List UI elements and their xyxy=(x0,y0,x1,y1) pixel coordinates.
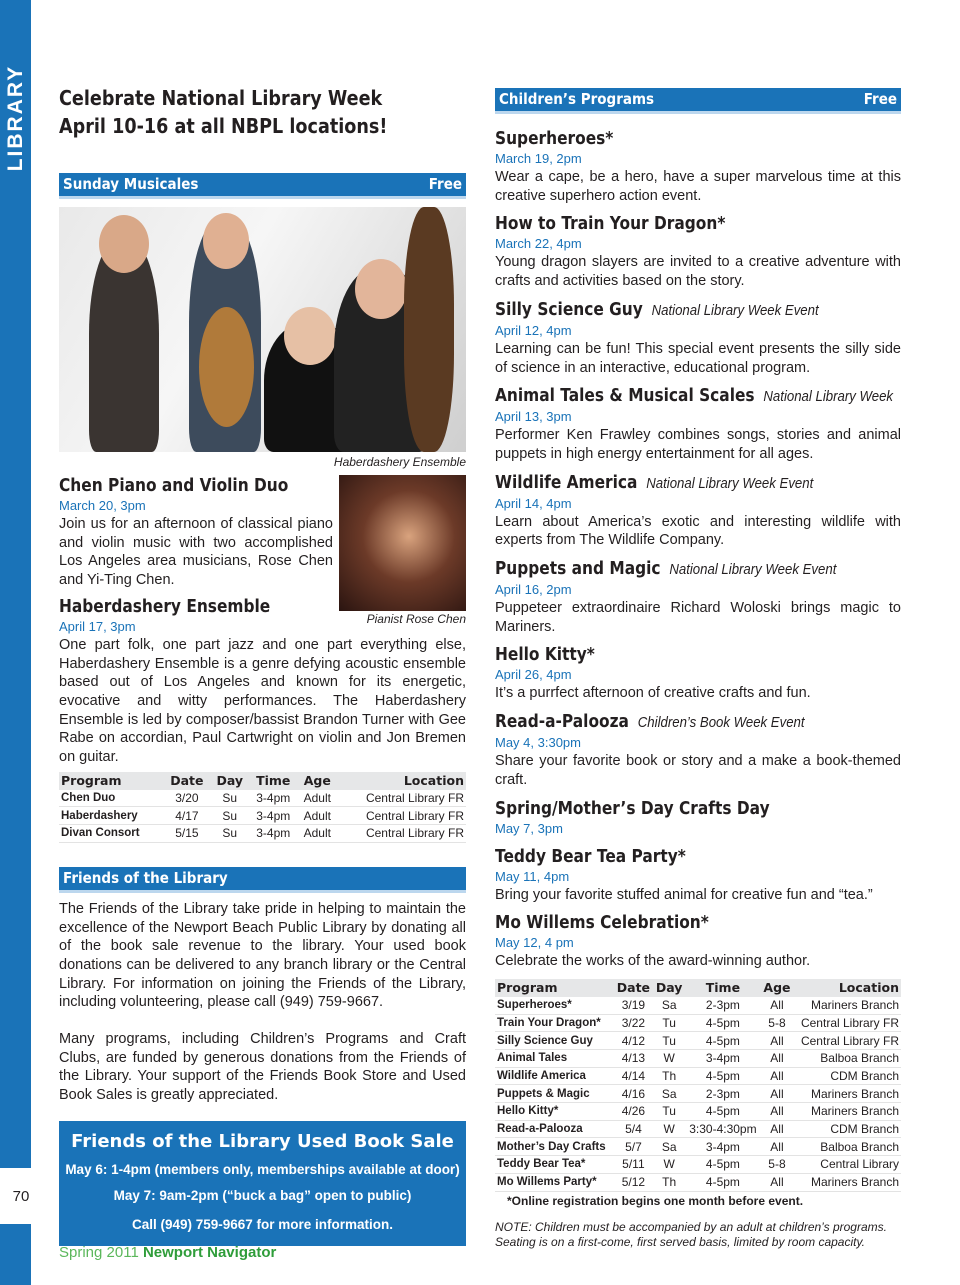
table-cell: 5-8 xyxy=(761,1014,794,1032)
booksale-title: Friends of the Library Used Book Sale xyxy=(71,1130,454,1152)
event-title-text: Wildlife America xyxy=(495,472,638,493)
table-cell: 4-5pm xyxy=(685,1014,760,1032)
footer-season: Spring 2011 xyxy=(59,1244,139,1261)
table-row xyxy=(495,1085,901,1103)
event-title xyxy=(495,385,894,408)
table-cell: 4-5pm xyxy=(685,1032,760,1050)
table-cell: Mariners Branch xyxy=(793,997,901,1014)
event-tag: National Library Week Event xyxy=(651,301,819,319)
table-cell: 4/26 xyxy=(614,1103,653,1121)
table-cell: 4-5pm xyxy=(685,1156,760,1174)
table-cell: Th xyxy=(653,1173,685,1191)
table-row xyxy=(59,790,466,807)
table-cell: Mo Willems Party* xyxy=(495,1173,614,1191)
booksale-line-3: Call (949) 759-9667 for more information. xyxy=(131,1216,394,1232)
children-note: NOTE: Children must be accompanied by an adult at children’s programs. Seating is on a first-come, first served basis, limited by room capacity. xyxy=(495,1219,887,1249)
table-cell: 4/13 xyxy=(614,1050,653,1068)
event-date: May 7, 3pm xyxy=(495,820,563,836)
table-cell: 5/15 xyxy=(163,825,210,843)
table-cell: Mother’s Day Crafts xyxy=(495,1138,614,1156)
event-desc: Join us for an afternoon of classical piano and violin music with two accomplished Los Angeles area musicians, Rose Chen and Yi-Ting Chen. xyxy=(59,516,333,589)
table-row xyxy=(495,1014,901,1032)
event-title-text: Puppets and Magic xyxy=(495,559,661,580)
table-cell: W xyxy=(653,1050,685,1068)
event-desc: Young dragon slayers are invited to a creative adventure with crafts and activities based on the story. xyxy=(495,254,901,290)
event-desc: One part folk, one part jazz and one part everything else, Haberdashery Ensemble is a genre defying acoustic ensemble based out of Los Angeles and known for its energetic, evocative and witty performances. The Haberdashery Ensemble is led by composer/bassist Brandon Turner with Gee Rabe on accordian, Paul Cartwright on violin and Jon Bremen on guitar. xyxy=(59,636,466,766)
friends-para-2: Many programs, including Children’s Programs and Craft Clubs, are funded by generous donations from the Friends of the Library. Your support of the Friends Book Store and Used Book Sales is greatly appreciated. xyxy=(59,1031,466,1104)
table-cell: Su xyxy=(210,790,249,807)
table-cell: Teddy Bear Tea* xyxy=(495,1156,614,1174)
event-desc: Learning can be fun! This special event presents the silly side of science in an interactive, educational program. xyxy=(495,340,901,376)
event-desc: Performer Ken Frawley combines songs, stories and animal puppets in high energy entertainment for all ages. xyxy=(495,427,901,462)
left-column xyxy=(59,84,466,1246)
friends-bar: Friends of the Library xyxy=(59,867,466,893)
table-cell: All xyxy=(761,1103,794,1121)
event-desc: Bring your favorite stuffed animal for creative fun and “tea.” xyxy=(495,886,873,903)
table-cell: All xyxy=(761,1067,794,1085)
event-title-text: How to Train Your Dragon* xyxy=(495,214,726,235)
table-cell: Sa xyxy=(653,1138,685,1156)
table-cell: 5/12 xyxy=(614,1173,653,1191)
footer-magazine: Newport Navigator xyxy=(142,1244,277,1261)
table-cell: Silly Science Guy xyxy=(495,1032,614,1050)
event-title-text: Spring/Mother’s Day Crafts Day xyxy=(495,798,770,819)
table-cell: Puppets & Magic xyxy=(495,1085,614,1103)
childrens-event xyxy=(495,213,901,290)
table-row xyxy=(59,825,466,843)
event-desc: Learn about America’s exotic and interesting wildlife with experts from The Wildlife Company. xyxy=(495,513,901,549)
childrens-event xyxy=(495,711,901,789)
table-cell: 2-3pm xyxy=(685,1085,760,1103)
table-cell: 5/11 xyxy=(614,1156,653,1174)
table-header-row: Program Date Day Time Age Location xyxy=(61,773,464,789)
childrens-event xyxy=(495,299,901,377)
sunday-musicales-bar: Sunday Musicales Free xyxy=(59,173,466,199)
table-cell: Sa xyxy=(653,1085,685,1103)
table-cell: 2-3pm xyxy=(685,997,760,1014)
table-cell: 4/17 xyxy=(163,807,210,825)
table-cell: Train Your Dragon* xyxy=(495,1014,614,1032)
table-cell: Adult xyxy=(297,825,337,843)
event-date: May 4, 3:30pm xyxy=(495,735,581,751)
table-cell: Adult xyxy=(297,807,337,825)
table-header-row: Program Date Day Time Age Location xyxy=(497,980,899,996)
childrens-schedule-table xyxy=(495,979,901,1192)
event-date: April 17, 3pm xyxy=(59,618,136,634)
sunday-events xyxy=(59,475,466,767)
event-date: March 20, 3pm xyxy=(59,498,146,513)
event-title xyxy=(495,472,852,495)
childrens-event xyxy=(495,128,901,205)
table-cell: All xyxy=(761,1120,794,1138)
event-title: Haberdashery Ensemble xyxy=(59,596,271,617)
page-number: 70 xyxy=(0,1168,42,1224)
event-title xyxy=(495,846,852,868)
table-cell: W xyxy=(653,1120,685,1138)
headline: Celebrate National Library Week April 10-16 at all NBPL locations! xyxy=(59,86,388,138)
event-title xyxy=(495,213,852,235)
table-cell: 4-5pm xyxy=(685,1103,760,1121)
side-strip xyxy=(0,0,31,1285)
table-cell: Central Library FR xyxy=(337,807,466,825)
event-title xyxy=(495,912,852,934)
table-cell: 5-8 xyxy=(761,1156,794,1174)
table-cell: Animal Tales xyxy=(495,1050,614,1068)
event-date: May 11, 4pm xyxy=(495,868,570,884)
event-date: March 22, 4pm xyxy=(495,236,582,252)
table-cell: All xyxy=(761,997,794,1014)
childrens-event xyxy=(495,912,901,971)
childrens-event xyxy=(495,385,901,463)
table-cell: 4/14 xyxy=(614,1067,653,1085)
event-desc: It’s a purrfect afternoon of creative crafts and fun. xyxy=(495,685,811,702)
childrens-events xyxy=(495,128,901,971)
event-date: May 12, 4 pm xyxy=(495,935,574,951)
table-cell: Superheroes* xyxy=(495,997,614,1014)
photo-caption: Haberdashery Ensemble xyxy=(333,455,466,469)
event-date: March 19, 2pm xyxy=(495,151,582,166)
table-cell: 3:30-4:30pm xyxy=(685,1120,760,1138)
table-cell: Mariners Branch xyxy=(793,1103,901,1121)
table-cell: W xyxy=(653,1156,685,1174)
pianist-caption: Pianist Rose Chen xyxy=(366,612,466,626)
table-row xyxy=(495,1032,901,1050)
event-tag: National Library Week xyxy=(763,388,894,406)
table-row xyxy=(495,1120,901,1138)
table-cell: All xyxy=(761,1050,794,1068)
childrens-programs-bar: Children’s Programs Free xyxy=(495,88,901,114)
table-cell: CDM Branch xyxy=(793,1067,901,1085)
table-cell: Hello Kitty* xyxy=(495,1103,614,1121)
event-title xyxy=(495,644,852,666)
table-cell: All xyxy=(761,1032,794,1050)
table-cell: 4-5pm xyxy=(685,1173,760,1191)
childrens-event xyxy=(495,558,901,636)
ensemble-photo xyxy=(59,207,466,452)
table-cell: Read-a-Palooza xyxy=(495,1120,614,1138)
table-row xyxy=(495,1050,901,1068)
childrens-event xyxy=(495,798,901,838)
table-cell: All xyxy=(761,1085,794,1103)
table-cell: Divan Consort xyxy=(59,825,163,843)
table-row xyxy=(495,1173,901,1191)
right-column xyxy=(495,88,901,1250)
table-cell: Central Library FR xyxy=(793,1032,901,1050)
event-title xyxy=(495,711,852,734)
table-cell: 3/20 xyxy=(163,790,210,807)
event-title-text: Silly Science Guy xyxy=(495,299,643,320)
event-title-text: Superheroes* xyxy=(495,129,614,149)
event-title xyxy=(495,558,852,581)
table-cell: All xyxy=(761,1173,794,1191)
event-desc: Puppeteer extraordinaire Richard Woloski brings magic to Mariners. xyxy=(495,600,901,635)
table-cell: All xyxy=(761,1138,794,1156)
table-cell: 3-4pm xyxy=(249,790,297,807)
table-cell: 3-4pm xyxy=(685,1138,760,1156)
table-cell: Adult xyxy=(297,790,337,807)
table-cell: Sa xyxy=(653,997,685,1014)
sunday-schedule-table xyxy=(59,772,466,843)
event-chen-duo xyxy=(59,475,333,590)
table-row xyxy=(495,1156,901,1174)
table-row xyxy=(495,1138,901,1156)
table-cell: Tu xyxy=(653,1032,685,1050)
event-desc: Wear a cape, be a hero, have a super marvelous time at this creative superhero action event. xyxy=(495,169,901,204)
table-cell: Central Library xyxy=(793,1156,901,1174)
event-title-text: Teddy Bear Tea Party* xyxy=(495,846,686,867)
table-cell: 4-5pm xyxy=(685,1067,760,1085)
friends-para-1: The Friends of the Library take pride in helping to maintain the excellence of the Newport Beach Public Library by donating all of the book sale revenue to the library. Your used book donations can be delivered to any branch library or the Central Library. For information on joining the Friends of the Library, including volunteering, please call (949) 759-9667. xyxy=(59,900,466,1011)
table-cell: Wildlife America xyxy=(495,1067,614,1085)
section-label: LIBRARY xyxy=(4,64,27,171)
table-cell: CDM Branch xyxy=(793,1120,901,1138)
childrens-event xyxy=(495,644,901,703)
table-cell: 3-4pm xyxy=(249,807,297,825)
event-date: April 26, 4pm xyxy=(495,667,572,683)
table-row xyxy=(495,997,901,1014)
table-cell: Tu xyxy=(653,1103,685,1121)
table-cell: 5/7 xyxy=(614,1138,653,1156)
event-desc: Share your favorite book or story and a make a book-themed craft. xyxy=(495,753,901,788)
childrens-event xyxy=(495,846,901,905)
table-cell: Mariners Branch xyxy=(793,1085,901,1103)
pianist-photo xyxy=(339,475,466,611)
table-cell: Central Library FR xyxy=(337,825,466,843)
table-cell: Th xyxy=(653,1067,685,1085)
table-cell: Haberdashery xyxy=(59,807,163,825)
event-title-text: Mo Willems Celebration* xyxy=(495,913,709,934)
table-cell: Chen Duo xyxy=(59,790,163,807)
event-desc: Celebrate the works of the award-winning author. xyxy=(495,953,811,970)
table-cell: Su xyxy=(210,807,249,825)
event-date: April 16, 2pm xyxy=(495,582,572,598)
event-title-text: Hello Kitty* xyxy=(495,645,595,666)
table-cell: 4/12 xyxy=(614,1032,653,1050)
event-tag: National Library Week Event xyxy=(646,474,814,492)
table-cell: Balboa Branch xyxy=(793,1050,901,1068)
table-cell: Su xyxy=(210,825,249,843)
event-tag: National Library Week Event xyxy=(669,561,837,579)
event-date: April 13, 3pm xyxy=(495,409,572,425)
event-date: April 12, 4pm xyxy=(495,322,572,338)
table-cell: 3-4pm xyxy=(249,825,297,843)
table-cell: Tu xyxy=(653,1014,685,1032)
table-cell: 5/4 xyxy=(614,1120,653,1138)
table-cell: Mariners Branch xyxy=(793,1173,901,1191)
booksale-line-1: May 6: 1-4pm (members only, memberships available at door) xyxy=(65,1161,460,1177)
event-title xyxy=(495,128,852,150)
event-title-text: Animal Tales & Musical Scales xyxy=(495,386,755,407)
table-row xyxy=(59,807,466,825)
event-tag: Children’s Book Week Event xyxy=(637,714,805,732)
table-cell: Central Library FR xyxy=(337,790,466,807)
table-cell: 3-4pm xyxy=(685,1050,760,1068)
event-title xyxy=(495,299,852,322)
event-title: Chen Piano and Violin Duo xyxy=(59,476,289,496)
table-cell: 4/16 xyxy=(614,1085,653,1103)
table-row xyxy=(495,1067,901,1085)
table-cell: Balboa Branch xyxy=(793,1138,901,1156)
booksale-line-2: May 7: 9am-2pm (“buck a bag” open to public) xyxy=(113,1187,412,1203)
event-date: April 14, 4pm xyxy=(495,495,572,511)
table-cell: 3/22 xyxy=(614,1014,653,1032)
event-title-text: Read-a-Palooza xyxy=(495,712,629,733)
footer xyxy=(59,1244,276,1261)
table-row xyxy=(495,1103,901,1121)
table-cell: Central Library FR xyxy=(793,1014,901,1032)
table-cell: 3/19 xyxy=(614,997,653,1014)
used-book-sale-box xyxy=(59,1121,466,1246)
childrens-event xyxy=(495,472,901,550)
event-title xyxy=(495,798,852,820)
online-registration-note: *Online registration begins one month before event. xyxy=(507,1193,804,1208)
